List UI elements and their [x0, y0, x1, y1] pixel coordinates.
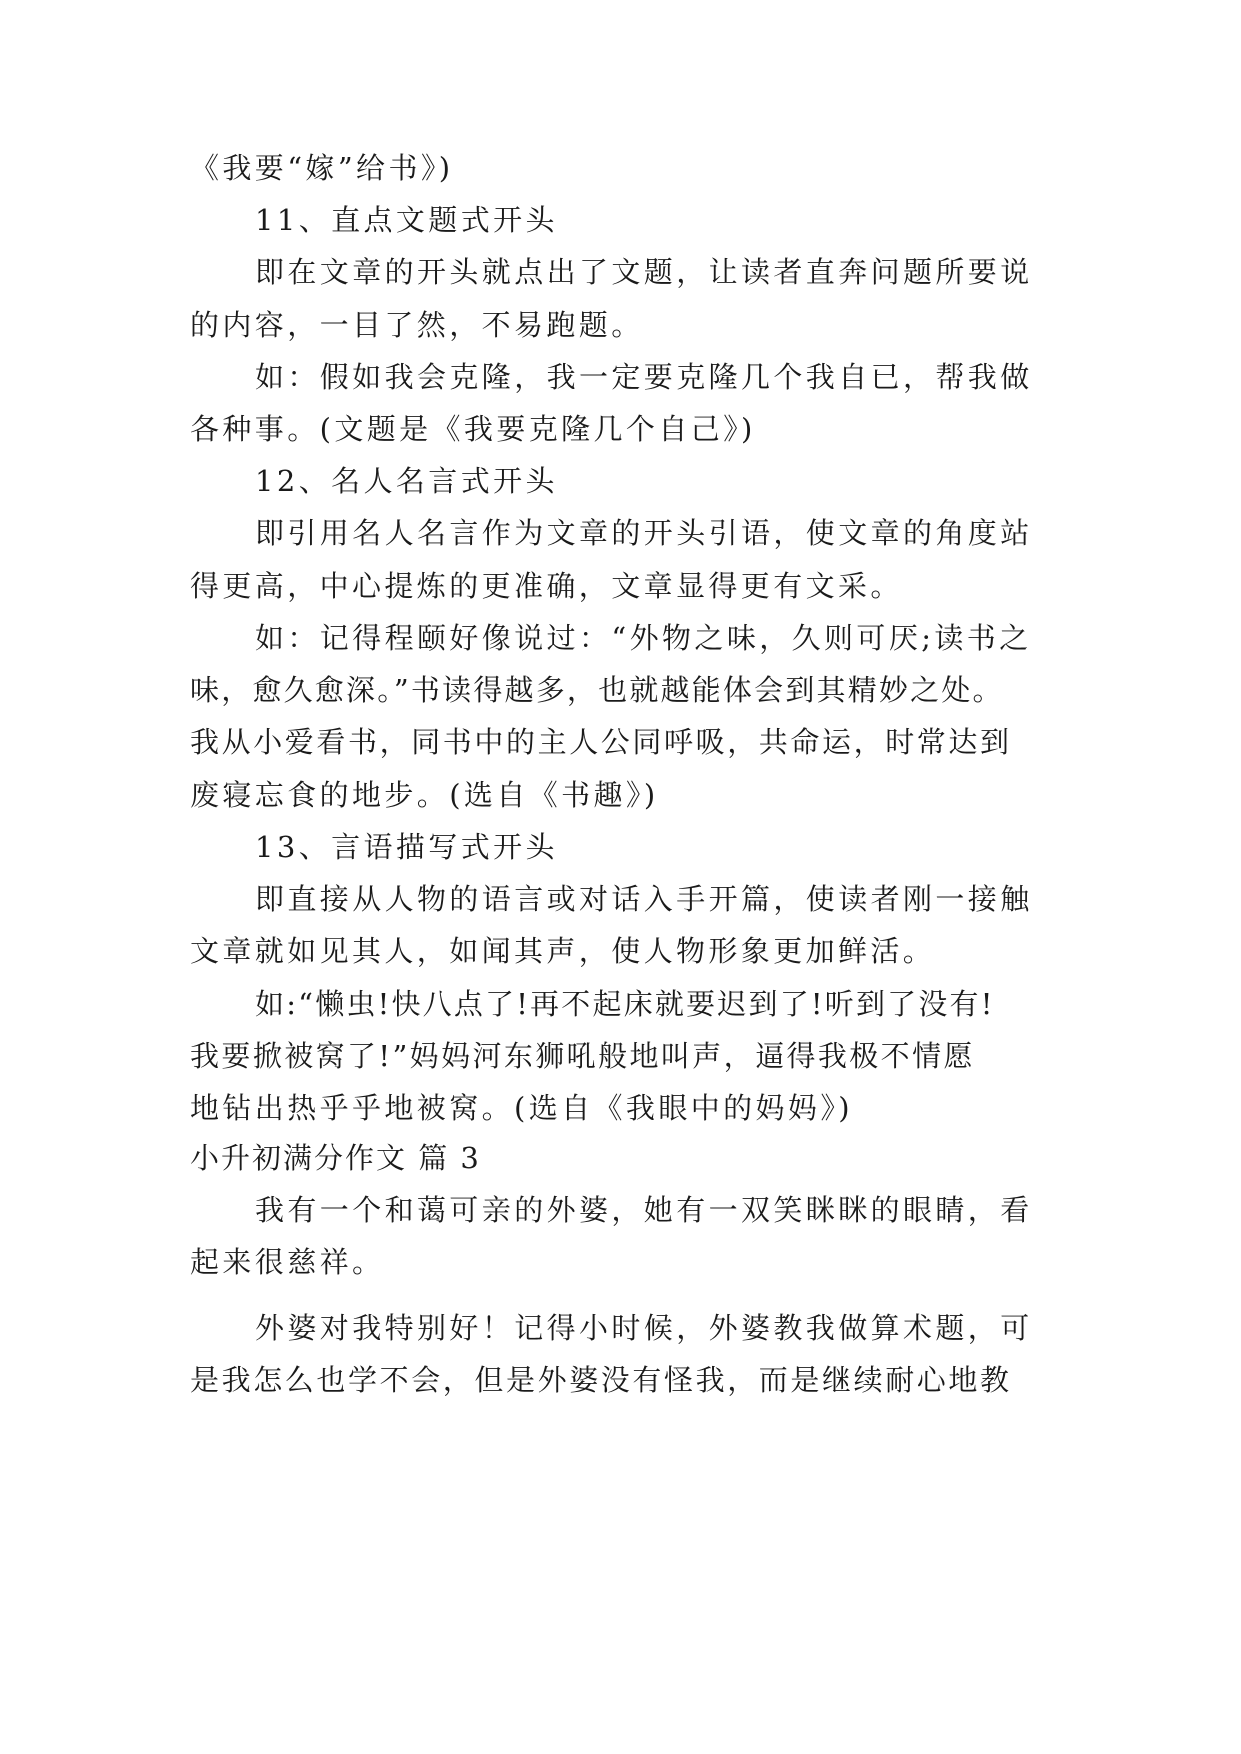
- text-line: 《我要“嫁”给书》): [190, 151, 454, 185]
- text-line: 如：假如我会克隆，我一定要克隆几个我自已，帮我做: [255, 360, 1033, 394]
- article-title: 小升初满分作文 篇 3: [190, 1141, 481, 1175]
- section-heading-11: 11、直点文题式开头: [255, 203, 558, 237]
- text-line: 起来很慈祥。: [190, 1245, 385, 1279]
- text-line: 各种事。(文题是《我要克隆几个自己》): [190, 412, 756, 446]
- text-line: 如：记得程颐好像说过：“外物之味，久则可厌;读书之: [255, 621, 1032, 655]
- section-heading-13: 13、言语描写式开头: [255, 830, 558, 864]
- text-line: 我有一个和蔼可亲的外婆，她有一双笑眯眯的眼睛，看: [255, 1193, 1033, 1227]
- text-line: 味，愈久愈深。”书读得越多，也就越能体会到其精妙之处。: [190, 673, 1004, 707]
- text-line: 我要掀被窝了!”妈妈河东狮吼般地叫声，逼得我极不情愿: [190, 1039, 975, 1073]
- text-line: 文章就如见其人，如闻其声，使人物形象更加鲜活。: [190, 934, 936, 968]
- section-heading-12: 12、名人名言式开头: [255, 464, 558, 498]
- text-line: 即直接从人物的语言或对话入手开篇，使读者刚一接触: [255, 882, 1033, 916]
- text-line: 即在文章的开头就点出了文题，让读者直奔问题所要说: [255, 255, 1033, 289]
- text-line: 如:“懒虫!快八点了!再不起床就要迟到了!听到了没有!: [255, 987, 995, 1021]
- text-line: 废寝忘食的地步。(选自《书趣》): [190, 778, 659, 812]
- text-line: 得更高，中心提炼的更准确，文章显得更有文采。: [190, 569, 903, 603]
- text-line: 是我怎么也学不会，但是外婆没有怪我，而是继续耐心地教: [190, 1363, 1012, 1397]
- text-line: 我从小爱看书，同书中的主人公同呼吸，共命运，时常达到: [190, 725, 1012, 759]
- text-line: 外婆对我特别好！记得小时候，外婆教我做算术题，可: [255, 1311, 1033, 1345]
- text-line: 地钻出热乎乎地被窝。(选自《我眼中的妈妈》): [190, 1091, 853, 1125]
- text-line: 的内容，一目了然，不易跑题。: [190, 308, 644, 342]
- text-line: 即引用名人名言作为文章的开头引语，使文章的角度站: [255, 516, 1033, 550]
